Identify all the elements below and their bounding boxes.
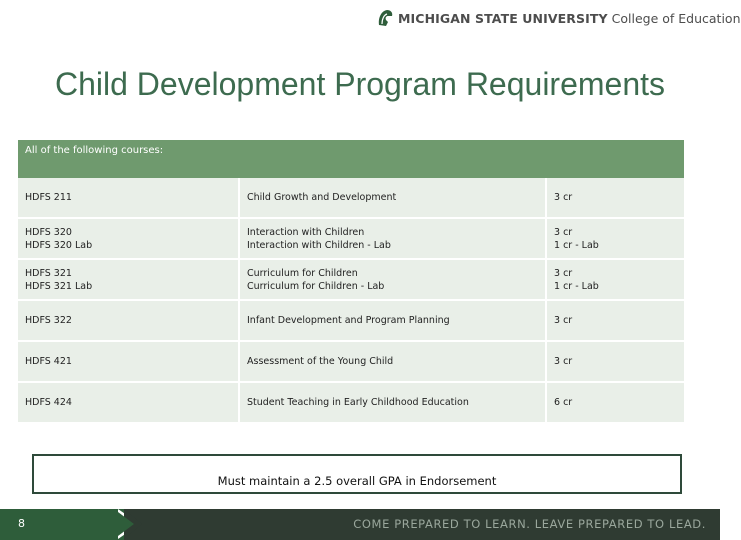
table-row [18,383,684,424]
table-body [18,178,684,424]
course-name-cell-line: Interaction with Children [247,226,365,238]
college-name: College of Education [611,10,741,26]
msu-logo [376,6,741,30]
credits-cell [547,342,684,383]
table-row [18,219,684,260]
gpa-note-box [32,454,682,494]
course-cell-line: HDFS 320 Lab [25,239,93,251]
course-name-cell [240,301,547,342]
credits-cell-line: 3 cr [554,192,573,203]
table-row [18,260,684,301]
course-name-cell [240,383,547,424]
course-name-cell-line: Infant Development and Program Planning [247,315,450,326]
credits-cell-line: 6 cr [554,397,573,408]
credits-cell-line: 3 cr [554,356,573,367]
university-name: MICHIGAN STATE UNIVERSITY [398,10,608,26]
credits-cell-line: 3 cr [554,226,573,238]
course-cell-line: HDFS 424 [25,397,72,408]
course-name-cell [240,342,547,383]
course-cell [18,342,240,383]
credits-cell [547,383,684,424]
course-name-cell-line: Child Growth and Development [247,192,397,203]
table-row [18,301,684,342]
spartan-helmet-icon [376,8,394,28]
credits-cell-line: 1 cr - Lab [554,239,599,251]
course-name-cell-line: Interaction with Children - Lab [247,239,391,251]
credits-cell [547,219,684,260]
course-cell [18,260,240,301]
page-number: 8 [18,517,25,530]
course-cell-line: HDFS 320 [25,226,72,238]
course-cell-line: HDFS 322 [25,315,72,326]
credits-cell-line: 1 cr - Lab [554,280,599,292]
course-name-cell [240,260,547,301]
course-name-cell-line: Assessment of the Young Child [247,356,394,367]
course-cell [18,178,240,219]
course-cell-line: HDFS 211 [25,192,72,203]
footer-tagline: COME PREPARED TO LEARN. LEAVE PREPARED TO LEAD. [353,517,706,531]
credits-cell-line: 3 cr [554,267,573,279]
course-cell-line: HDFS 421 [25,356,72,367]
credits-cell [547,178,684,219]
table-row [18,342,684,383]
course-cell [18,219,240,260]
course-name-cell [240,219,547,260]
page-title: Child Development Program Requirements [54,66,666,102]
chevron-divider-fill [114,509,134,539]
requirements-table [18,140,684,424]
table-header: All of the following courses: [18,140,684,178]
course-cell [18,383,240,424]
credits-cell-line: 3 cr [554,315,573,326]
footer-bar [0,509,720,540]
course-name-cell [240,178,547,219]
course-name-cell-line: Student Teaching in Early Childhood Education [247,397,469,408]
course-cell-line: HDFS 321 [25,267,72,279]
credits-cell [547,260,684,301]
credits-cell [547,301,684,342]
table-row [18,178,684,219]
course-cell-line: HDFS 321 Lab [25,280,93,292]
course-name-cell-line: Curriculum for Children [247,267,358,279]
gpa-note: Must maintain a 2.5 overall GPA in Endorsement [217,474,497,488]
course-cell [18,301,240,342]
course-name-cell-line: Curriculum for Children - Lab [247,280,385,292]
